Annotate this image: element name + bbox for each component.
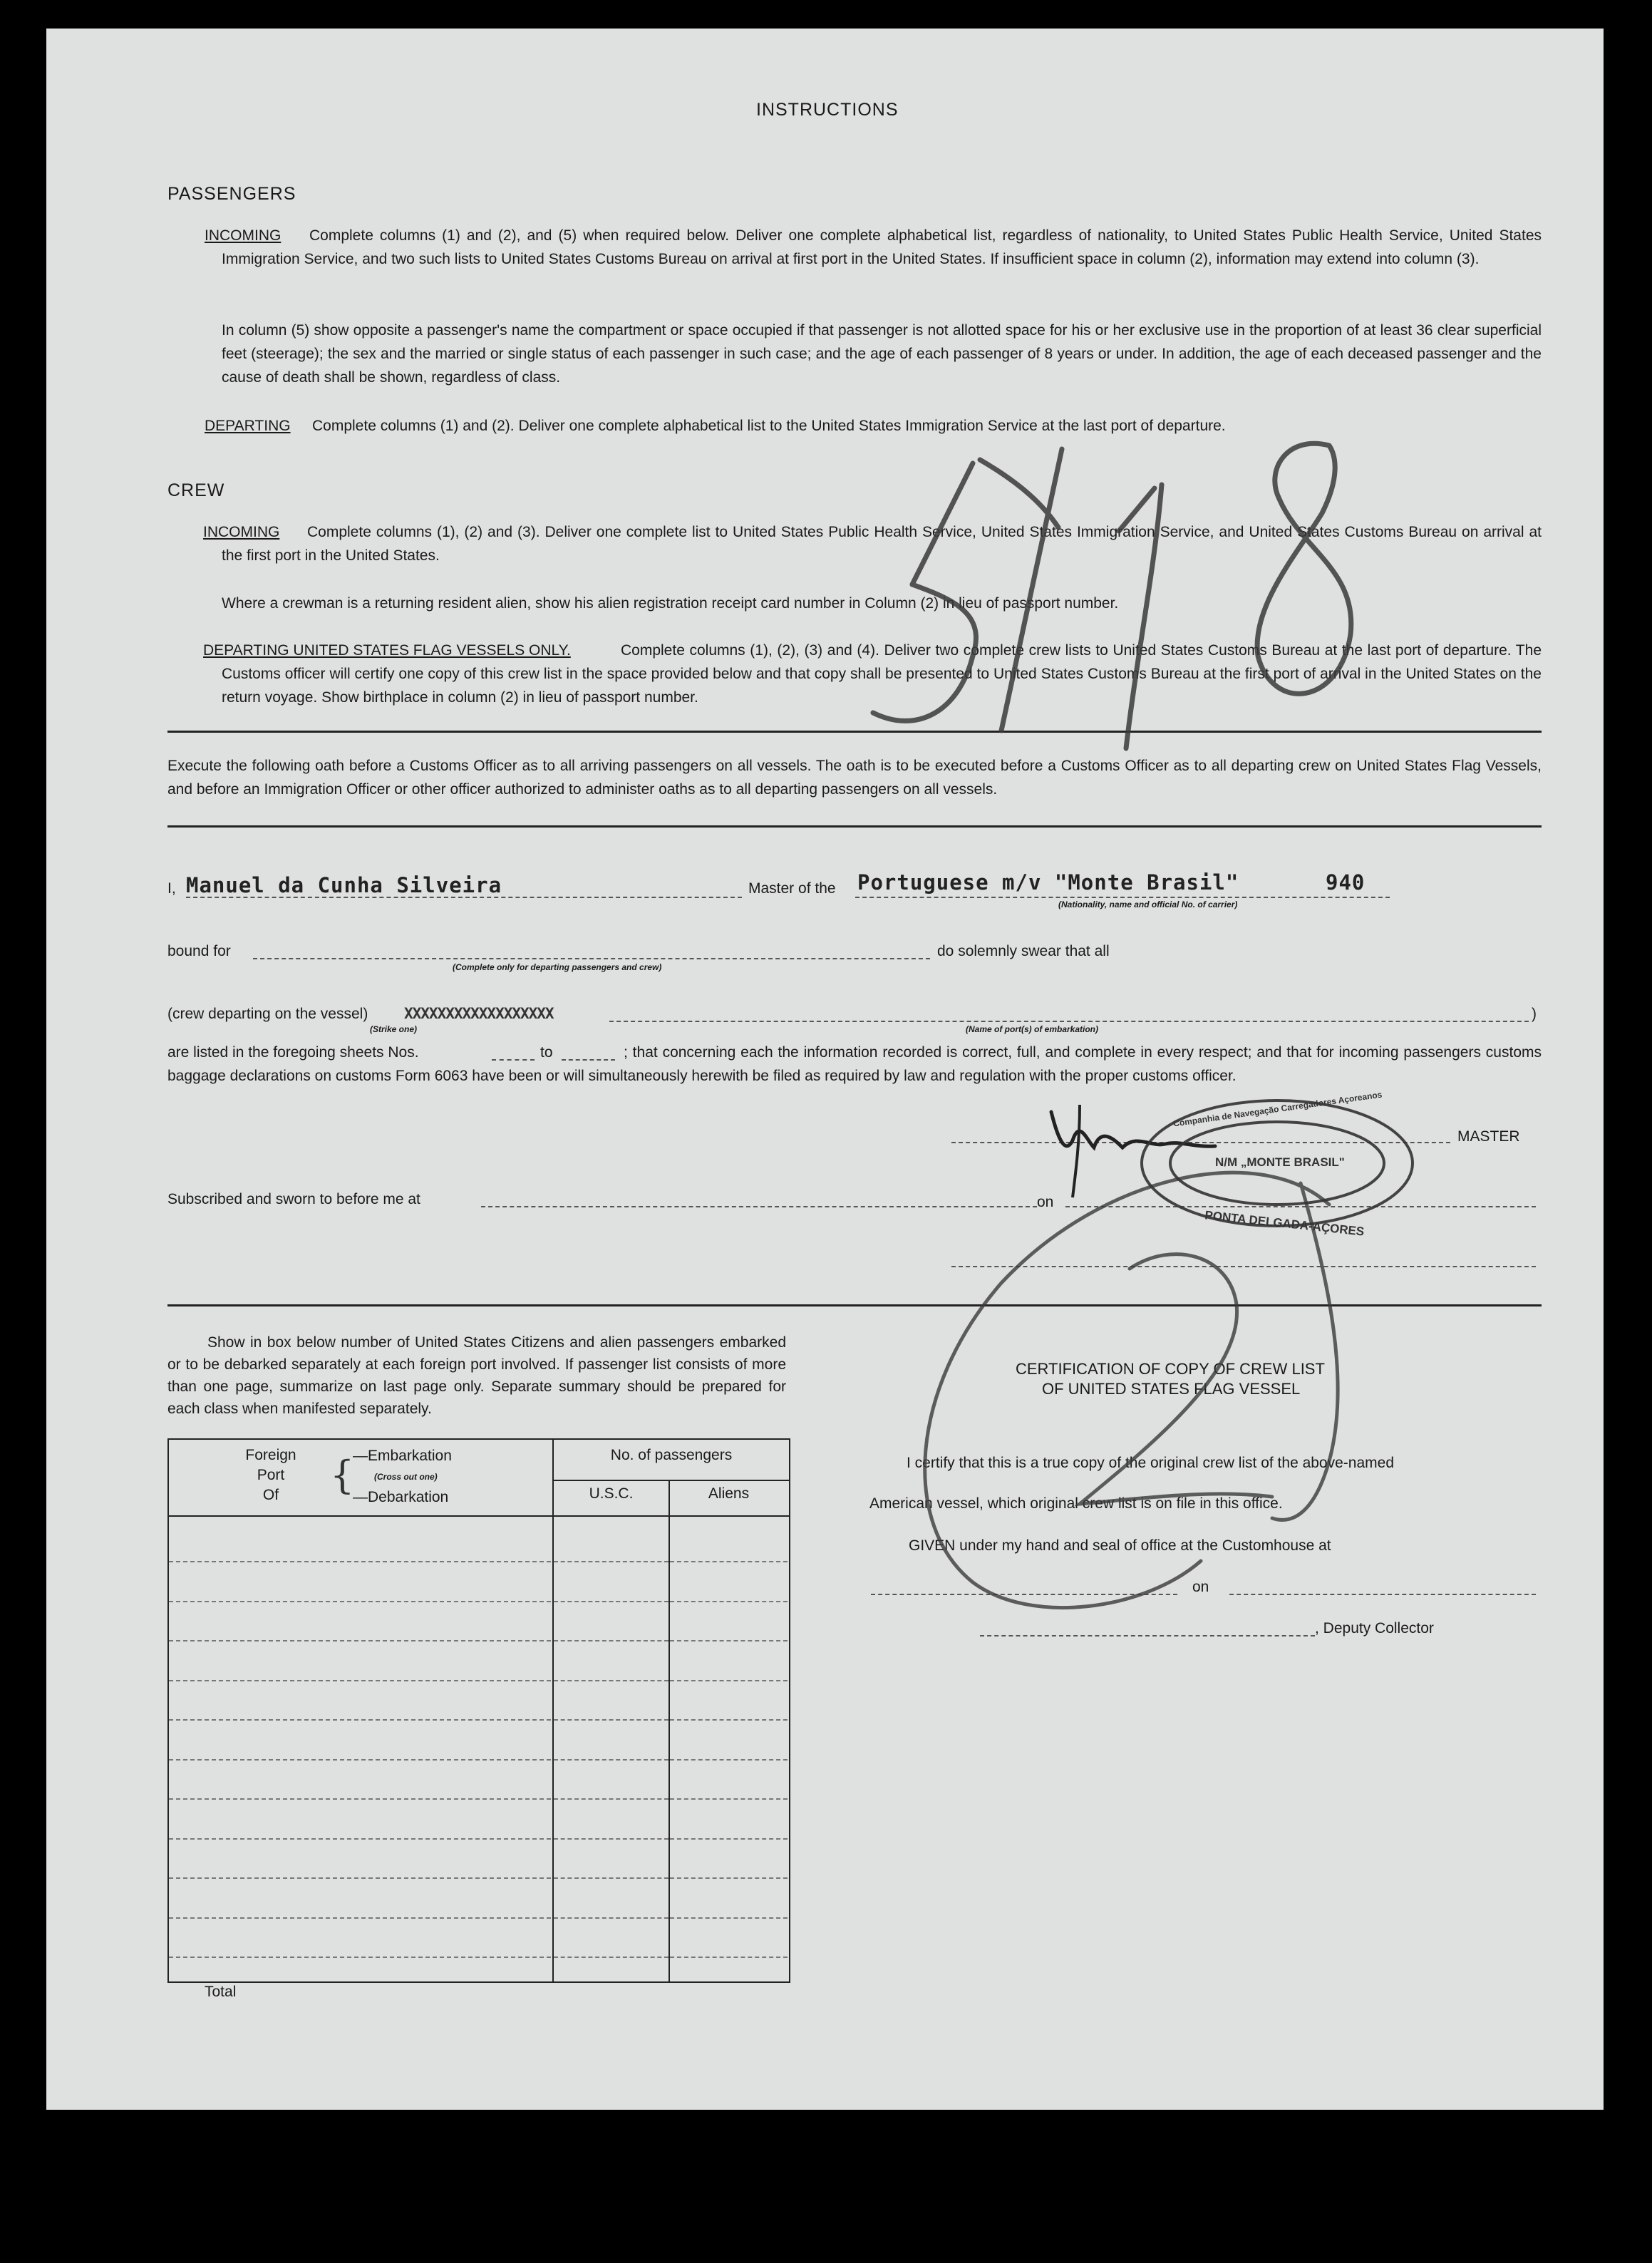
embarkation-option: —Embarkation (353, 1448, 452, 1464)
brace-icon: { (330, 1453, 355, 1498)
col-foreign: Foreign (245, 1447, 296, 1463)
handwritten-markings (46, 29, 1604, 2110)
handwritten-number-5-18 (873, 443, 1351, 748)
table-row-line (554, 1719, 668, 1721)
stamp-center-text: N/M „MONTE BRASIL" (1215, 1155, 1345, 1169)
bound-for-caption: (Complete only for departing passengers and crew) (453, 962, 662, 972)
table-row-line (169, 1957, 551, 1958)
table-row-line (554, 1640, 668, 1641)
col-port: Port (257, 1467, 285, 1483)
vessel-name: Portuguese m/v "Monte Brasil" (857, 870, 1239, 895)
table-row-line (670, 1917, 788, 1919)
table-row-line (169, 1640, 551, 1641)
crew-incoming-label: INCOMING (203, 524, 280, 540)
master-of-label: Master of the (748, 880, 836, 897)
table-row-line (554, 1680, 668, 1681)
certification-text-2: American vessel, which original crew list is on file in this office. (869, 1495, 1283, 1512)
table-row-line (169, 1680, 551, 1681)
vessel-number: 940 (1326, 870, 1366, 895)
master-name: Manuel da Cunha Silveira (186, 873, 502, 897)
table-row-line (169, 1838, 551, 1840)
to-label: to (540, 1044, 553, 1061)
passengers-incoming-text: Complete columns (1) and (2), and (5) when required below. Deliver one complete alphabetical list, regardless of nationality, to United States Public Health Service, United States Immigration Service, and two such lists to United States Customs Bureau on arrival at first port in the United States. If insufficient space in column (2), information may extend into column (3). (222, 227, 1542, 267)
table-row-line (670, 1601, 788, 1602)
table-row-line (554, 1798, 668, 1800)
table-row-line (169, 1601, 551, 1602)
table-row-line (169, 1719, 551, 1721)
table-row-line (554, 1601, 668, 1602)
certification-subheading: OF UNITED STATES FLAG VESSEL (1042, 1380, 1301, 1398)
table-row-line (554, 1877, 668, 1879)
table-row-line (670, 1838, 788, 1840)
table-row-line (554, 1759, 668, 1761)
subscribed-label: Subscribed and sworn to before me at (167, 1191, 420, 1207)
table-row-line (670, 1640, 788, 1641)
bound-for-label: bound for (167, 943, 231, 959)
vessel-caption: (Nationality, name and official No. of carrier) (1058, 899, 1238, 909)
deputy-collector-label: , Deputy Collector (1315, 1620, 1434, 1636)
passengers-incoming-label: INCOMING (205, 227, 282, 244)
crew-departing-text: Complete columns (1), (2), (3) and (4). Deliver two complete crew lists to United States Customs Bureau at the last port of departure. The Customs officer will certify one copy of this crew list in the space provided below and that copy shall be presented to United States Customs Bureau at the first port of arrival in the United States on the return voyage. Show birthplace in column (2) in lieu of passport number. (222, 642, 1542, 706)
crew-departing-label: (crew departing on the vessel) (167, 1006, 368, 1022)
table-row-line (670, 1561, 788, 1562)
table-row-line (670, 1680, 788, 1681)
table-row-line (670, 1719, 788, 1721)
master-label: MASTER (1457, 1128, 1520, 1145)
oath-i-label: I, (167, 880, 176, 897)
passengers-incoming-steerage-text: In column (5) show opposite a passenger's name the compartment or space occupied if that passenger is not allotted space for his or her exclusive use in the proportion of at least 36 clear superficial feet (steerage); the sex and the married or single status of each passenger in such case; and the age of each passenger of 8 years or under. In addition, the age of each deceased passenger and the cause of death shall be shown, regardless of class. (222, 322, 1542, 386)
table-row-line (169, 1917, 551, 1919)
total-label: Total (205, 1984, 237, 2000)
oath-intro-text: Execute the following oath before a Customs Officer as to all arriving passengers on all vessels. The oath is to be executed before a Customs Officer as to all departing crew on United States Flag Vessels, and before an Immigration Officer or other officer authorized to administer oaths as to all departing passengers on all vessels. (167, 758, 1542, 798)
circled-2-annotation (925, 1172, 1338, 1607)
table-row-line (670, 1877, 788, 1879)
table-row-line (670, 1759, 788, 1761)
close-paren: ) (1532, 1006, 1537, 1022)
summary-instructions: Show in box below number of United States Citizens and alien passengers embarked or to be debarked separately at each foreign port involved. If passenger list consists of more than one page, summarize on last page only. Separate summary should be prepared for each class when manifested separately. (167, 1334, 786, 1417)
passengers-departing-label: DEPARTING (205, 418, 291, 434)
table-row-line (169, 1561, 551, 1562)
certification-heading: CERTIFICATION OF COPY OF CREW LIST (1016, 1360, 1325, 1378)
crew-heading: CREW (167, 480, 225, 500)
crew-alien-text: Where a crewman is a returning resident alien, show his alien registration receipt card number in Column (2) in lieu of passport number. (222, 595, 1119, 612)
crew-incoming-text: Complete columns (1), (2) and (3). Deliver one complete list to United States Public Health Service, United States Immigration Service, and United States Customs Bureau on arrival at the first port in the United States. (222, 524, 1542, 564)
col-aliens: Aliens (708, 1485, 750, 1502)
passengers-departing-text: Complete columns (1) and (2). Deliver one complete alphabetical list to the United States Immigration Service at the last port of departure. (312, 418, 1226, 434)
table-row-line (554, 1917, 668, 1919)
col-no-passengers: No. of passengers (610, 1447, 733, 1463)
strike-one-text: XXXXXXXXXXXXXXXXXX (404, 1005, 554, 1022)
listed-label: are listed in the foregoing sheets Nos. (167, 1044, 419, 1061)
strike-one-caption: (Strike one) (370, 1024, 418, 1034)
col-usc: U.S.C. (589, 1485, 634, 1502)
subscribed-on-label: on (1037, 1194, 1054, 1210)
stamp-ring-text: Companhia de Navegação Carregadores Açoreanos (1172, 1089, 1383, 1129)
certification-given-text: GIVEN under my hand and seal of office at the Customhouse at (909, 1537, 1331, 1554)
col-of: Of (262, 1487, 279, 1503)
certification-text-1: I certify that this is a true copy of the original crew list of the above-named (907, 1455, 1394, 1471)
cross-out-caption: (Cross out one) (374, 1472, 438, 1482)
swear-label: do solemnly swear that all (937, 943, 1110, 959)
table-row-line (670, 1798, 788, 1800)
document-page (46, 29, 1604, 2110)
table-row-line (554, 1957, 668, 1958)
passengers-heading: PASSENGERS (167, 184, 296, 204)
table-row-line (169, 1877, 551, 1879)
embarkation-port-caption: (Name of port(s) of embarkation) (966, 1024, 1099, 1034)
listed-text: ; that concerning each the information recorded is correct, full, and complete in every respect; and that for incoming passengers customs baggage declarations on customs Form 6063 have been or will simultaneously herewith be filed as required by law and regulation with the proper customs officer. (167, 1044, 1542, 1084)
stamp-bottom-text: PONTA DELGADA-AÇORES (1204, 1208, 1366, 1239)
table-row-line (169, 1798, 551, 1800)
table-row-line (670, 1957, 788, 1958)
crew-departing-label: DEPARTING UNITED STATES FLAG VESSELS ONLY. (203, 642, 571, 659)
certification-on-label: on (1192, 1579, 1209, 1595)
table-row-line (169, 1759, 551, 1761)
table-row-line (554, 1561, 668, 1562)
debarkation-option: —Debarkation (353, 1489, 449, 1505)
table-row-line (554, 1838, 668, 1840)
page-title: INSTRUCTIONS (756, 100, 899, 120)
